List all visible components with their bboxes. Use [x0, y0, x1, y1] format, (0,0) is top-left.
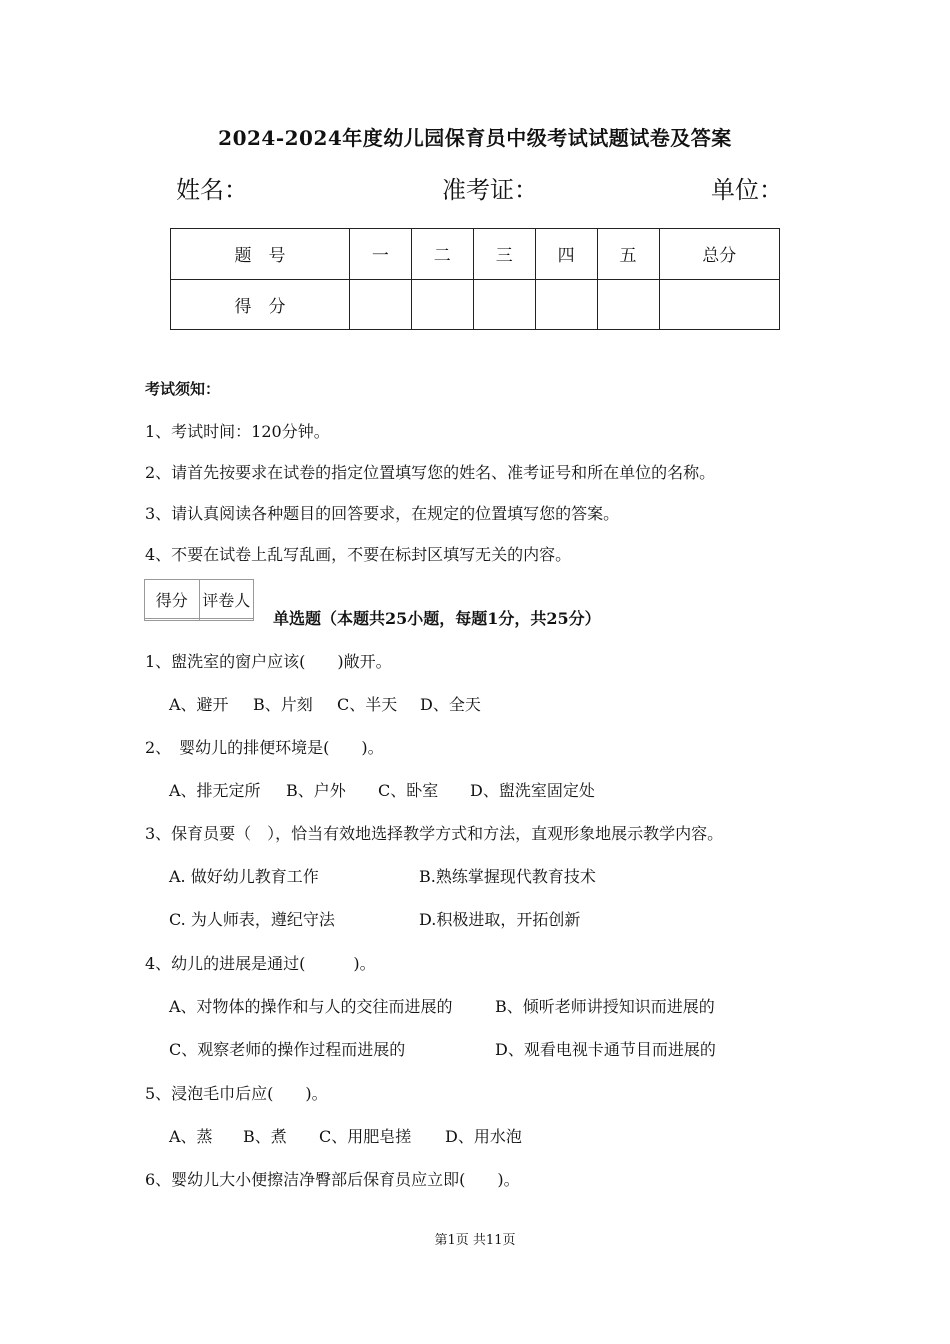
score-table-header-cell: 五: [597, 229, 659, 280]
grader-box: [144, 579, 254, 621]
section-title: 单选题（本题共25小题，每题1分，共25分）: [273, 609, 601, 628]
grader-name-label: 评卷人: [199, 580, 254, 619]
grader-score-cell[interactable]: [145, 619, 200, 621]
option: B、煮: [243, 1127, 287, 1146]
notice-item: 1、考试时间：120分钟。: [145, 422, 330, 441]
question-text: 5、浸泡毛巾后应( )。: [145, 1084, 328, 1103]
page-footer: 第1页 共11页: [434, 1233, 516, 1248]
score-table-header-cell: 四: [535, 229, 597, 280]
exam-id-label: 准考证：: [442, 176, 538, 204]
option: C、用肥皂搓: [319, 1127, 412, 1146]
question-text: 3、保育员要（ ），恰当有效地选择教学方式和方法，直观形象地展示教学内容。: [145, 824, 724, 843]
option: A、对物体的操作和与人的交往而进展的: [169, 997, 453, 1016]
score-table: [170, 228, 780, 330]
score-cell[interactable]: [597, 279, 659, 330]
option: A、排无定所: [169, 781, 261, 800]
score-cell[interactable]: [473, 279, 535, 330]
notice-title: 考试须知：: [145, 380, 221, 398]
option: C. 为人师表，遵纪守法: [169, 910, 335, 929]
option: A. 做好幼儿教育工作: [169, 867, 319, 886]
option: B.熟练掌握现代教育技术: [419, 867, 596, 886]
notice-item: 4、不要在试卷上乱写乱画，不要在标封区填写无关的内容。: [145, 545, 572, 564]
question-text: 2、 婴幼儿的排便环境是( )。: [145, 738, 384, 757]
option: D、全天: [420, 695, 481, 714]
score-cell[interactable]: [349, 279, 411, 330]
option: C、半天: [337, 695, 398, 714]
grader-score-label: 得分: [145, 580, 200, 619]
score-cell[interactable]: [411, 279, 473, 330]
score-table-header-cell: 二: [411, 229, 473, 280]
option: D、盥洗室固定处: [470, 781, 595, 800]
score-table-header-cell: 总分: [659, 229, 779, 280]
question-text: 4、幼儿的进展是通过( )。: [145, 954, 376, 973]
document-title: 2024-2024年度幼儿园保育员中级考试试题试卷及答案: [218, 126, 732, 150]
unit-label: 单位：: [711, 176, 783, 204]
score-table-score-row: [171, 279, 780, 330]
option: B、片刻: [253, 695, 313, 714]
notice-item: 3、请认真阅读各种题目的回答要求，在规定的位置填写您的答案。: [145, 504, 620, 523]
option: D、用水泡: [445, 1127, 522, 1146]
option: D、观看电视卡通节目而进展的: [495, 1040, 716, 1059]
question-text: 1、盥洗室的窗户应该( )敞开。: [145, 652, 392, 671]
score-cell[interactable]: [659, 279, 779, 330]
notice-item: 2、请首先按要求在试卷的指定位置填写您的姓名、准考证号和所在单位的名称。: [145, 463, 716, 482]
score-table-header-cell: 一: [349, 229, 411, 280]
score-row-label: 得 分: [171, 279, 350, 330]
option: A、避开: [169, 695, 229, 714]
score-table-header-cell: 三: [473, 229, 535, 280]
name-label: 姓名：: [176, 176, 248, 204]
grader-name-cell[interactable]: [199, 619, 254, 621]
question-text: 6、婴幼儿大小便擦洁净臀部后保育员应立即( )。: [145, 1170, 520, 1189]
option: C、观察老师的操作过程而进展的: [169, 1040, 406, 1059]
option: C、卧室: [378, 781, 439, 800]
option: B、倾听老师讲授知识而进展的: [495, 997, 715, 1016]
option: B、户外: [286, 781, 346, 800]
score-cell[interactable]: [535, 279, 597, 330]
option: A、蒸: [169, 1127, 213, 1146]
score-table-header-cell: 题 号: [171, 229, 350, 280]
score-table-header-row: [171, 229, 780, 280]
option: D.积极进取，开拓创新: [419, 910, 581, 929]
